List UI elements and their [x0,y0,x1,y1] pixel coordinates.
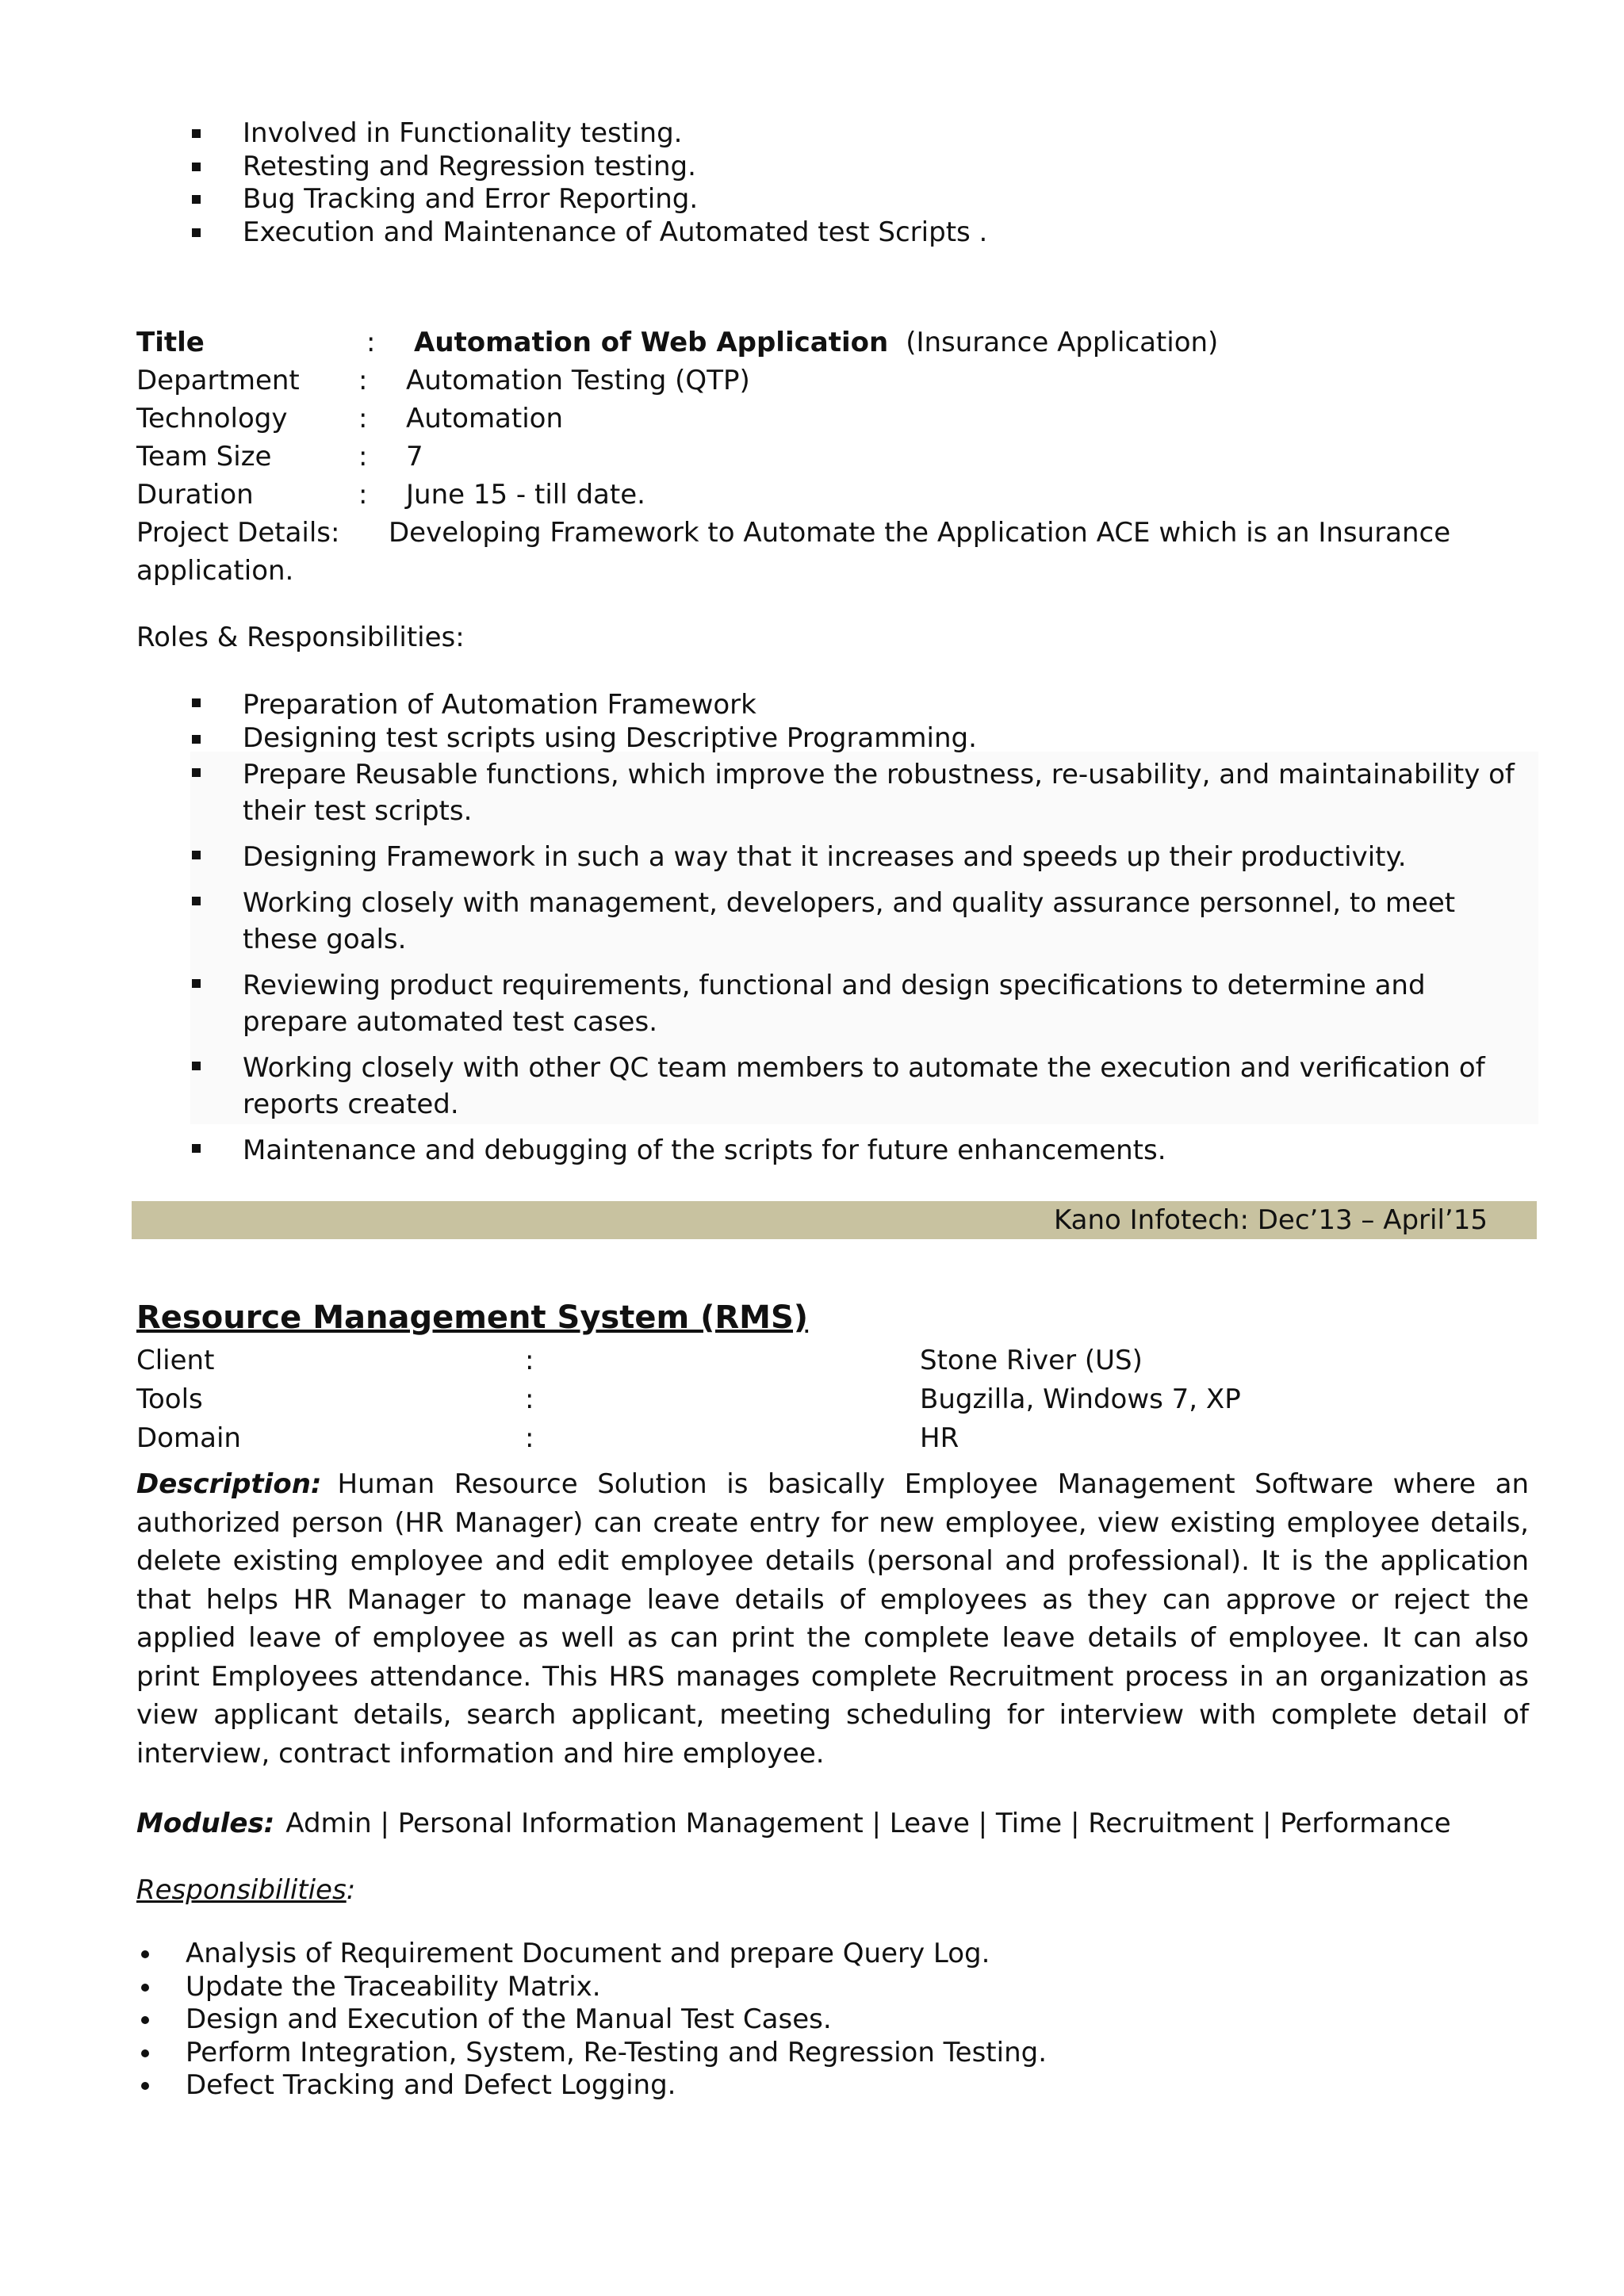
list-item: Update the Traceability Matrix. [136,1971,1047,2004]
project-details [136,323,1548,590]
technology-value: Automation [406,403,564,434]
title-row [136,323,1548,362]
rms-title: Resource Management System (RMS) [136,1299,809,1336]
duration-row [136,476,1548,514]
project-details-label: Project Details: [136,517,340,549]
colon: : [525,1422,534,1454]
tools-label: Tools [136,1383,203,1415]
list-item: Working closely with management, developers, and quality assurance personnel, to meet these goals. [135,885,1546,958]
domain-value: HR [920,1422,959,1454]
list-item: Perform Integration, System, Re-Testing and Regression Testing. [136,2037,1047,2070]
employer-band [132,1201,1537,1239]
tools-value: Bugzilla, Windows 7, XP [920,1383,1241,1415]
title-value: Automation of Web Application [414,327,889,358]
list-item: Reviewing product requirements, functional and design specifications to determine and prepare automated test cases. [135,967,1546,1040]
department-value: Automation Testing (QTP) [406,365,750,396]
table-row [136,1380,1548,1419]
table-row [136,1419,1548,1458]
list-item: Prepare Reusable functions, which improve the robustness, re-usability, and maintainability of their test scripts. [135,756,1546,829]
client-value: Stone River (US) [920,1345,1143,1376]
colon: : [358,365,368,396]
responsibilities-heading [136,1871,355,1909]
project-details-cont: application. [136,555,294,587]
description-paragraph [136,1465,1529,1773]
title-label: Title [136,327,205,358]
technology-label: Technology [136,403,288,434]
modules-text: Admin | Personal Information Management | Leave | Time | Recruitment | Performance [285,1808,1451,1839]
modules-line [136,1804,1451,1843]
roles-list [135,687,1546,1169]
colon: : [358,403,368,434]
responsibilities-list [136,1938,1047,2103]
project-details-cont-row [136,552,1548,590]
rms-info-table [136,1341,1548,1458]
list-item: Retesting and Regression testing. [135,151,1546,184]
department-label: Department [136,365,300,396]
roles-heading: Roles & Responsibilities: [136,622,465,653]
list-item: Defect Tracking and Defect Logging. [136,2069,1047,2103]
project-details-value: Developing Framework to Automate the Application ACE which is an Insurance [389,517,1451,549]
table-row [136,1341,1548,1380]
project-details-row [136,514,1548,552]
responsibilities-colon: : [346,1874,356,1906]
duties-list [135,117,1546,249]
modules-label: Modules: [136,1808,275,1839]
list-item: Designing test scripts using Descriptive Programming. [135,723,1546,753]
colon: : [358,441,368,473]
team-size-row [136,438,1548,476]
technology-row [136,400,1548,438]
client-label: Client [136,1345,215,1376]
team-size-label: Team Size [136,441,272,473]
list-item: Maintenance and debugging of the scripts for future enhancements. [135,1132,1546,1169]
employer-text: Kano Infotech: Dec’13 – April’15 [1053,1204,1488,1236]
list-item: Bug Tracking and Error Reporting. [135,183,1546,216]
description-label: Description: [136,1468,322,1500]
colon: : [358,479,368,511]
list-item: Preparation of Automation Framework [135,687,1546,723]
responsibilities-label: Responsibilities [136,1874,347,1906]
department-row [136,362,1548,400]
duration-value: June 15 - till date. [406,479,645,511]
list-item: Execution and Maintenance of Automated test Scripts . [135,216,1546,250]
list-item: Analysis of Requirement Document and prepare Query Log. [136,1938,1047,1971]
list-item: Working closely with other QC team members to automate the execution and verification of reports created. [135,1050,1546,1123]
list-item: Design and Execution of the Manual Test Cases. [136,2003,1047,2037]
colon: : [525,1383,534,1415]
colon: : [525,1345,534,1376]
team-size-value: 7 [406,441,423,473]
domain-label: Domain [136,1422,241,1454]
title-note: (Insurance Application) [906,327,1219,358]
colon: : [366,327,376,358]
list-item: Involved in Functionality testing. [135,117,1546,151]
list-item: Designing Framework in such a way that it increases and speeds up their productivity. [135,839,1546,875]
duration-label: Duration [136,479,254,511]
description-text: Human Resource Solution is basically Employee Management Software where an authorized person (HR Manager) can create entry for new employee, view existing employee details, delete existing employee and edit employee details (personal and professional). It is the application that helps HR Manager to manage leave details of employees as they can approve or reject the applied leave of employee as well as can print the complete leave details of employee. It can also print Employees attendance. This HRS manages complete Recruitment process in an organization as view applicant details, search applicant, meeting scheduling for interview with complete detail of interview, contract information and hire employee. [136,1468,1529,1770]
